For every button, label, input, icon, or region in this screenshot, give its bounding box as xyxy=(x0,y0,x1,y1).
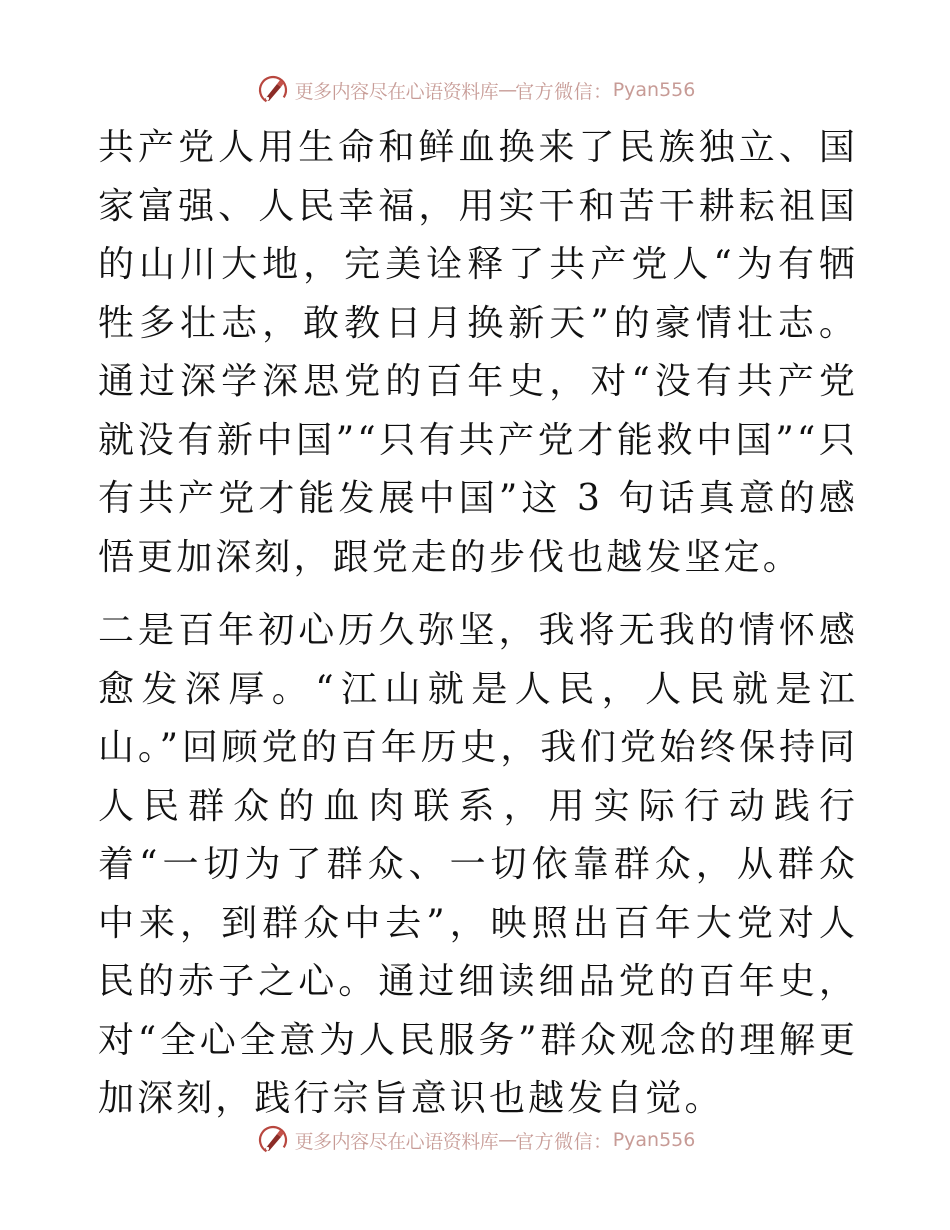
watermark-prefix: 更多内容尽在心语资料库 xyxy=(294,80,499,103)
pen-nib-logo-icon xyxy=(255,1122,291,1158)
header-watermark xyxy=(0,70,950,110)
footer-watermark xyxy=(0,1120,950,1160)
watermark-wechat-id: Pyan556 xyxy=(612,1129,696,1151)
paragraph-1: 共产党人用生命和鲜血换来了民族独立、国家富强、人民幸福，用实干和苦干耕耘祖国的山川大地，完美诠释了共产党人“为有牺牲多壮志，敢教日月换新天”的豪情壮志。通过深学深思党的百年史，对“没有共产党就没有新中国”“只有共产党才能救中国”“只有共产党才能发展中国”这 3 句话真意的感悟更加深刻，跟党走的步伐也越发坚定。 xyxy=(98,127,858,578)
watermark-suffix: 官方微信： xyxy=(515,80,613,103)
watermark-dash: — xyxy=(498,1129,516,1151)
watermark-wechat-id: Pyan556 xyxy=(612,79,696,101)
paragraph-2: 二是百年初心历久弥坚，我将无我的情怀感愈发深厚。“江山就是人民，人民就是江山。”回顾党的百年历史，我们党始终保持同人民群众的血肉联系，用实际行动践行着“一切为了群众、一切依靠群众，从群众中来，到群众中去”，映照出百年大党对人民的赤子之心。通过细读细品党的百年史，对“全心全意为人民服务”群众观念的理解更加深刻，践行宗旨意识也越发自觉。 xyxy=(98,610,858,1119)
watermark-dash: — xyxy=(498,79,516,101)
pen-nib-logo-icon xyxy=(255,72,291,108)
watermark-prefix: 更多内容尽在心语资料库 xyxy=(294,1130,499,1153)
watermark-suffix: 官方微信： xyxy=(515,1130,613,1153)
document-body xyxy=(98,119,858,1129)
